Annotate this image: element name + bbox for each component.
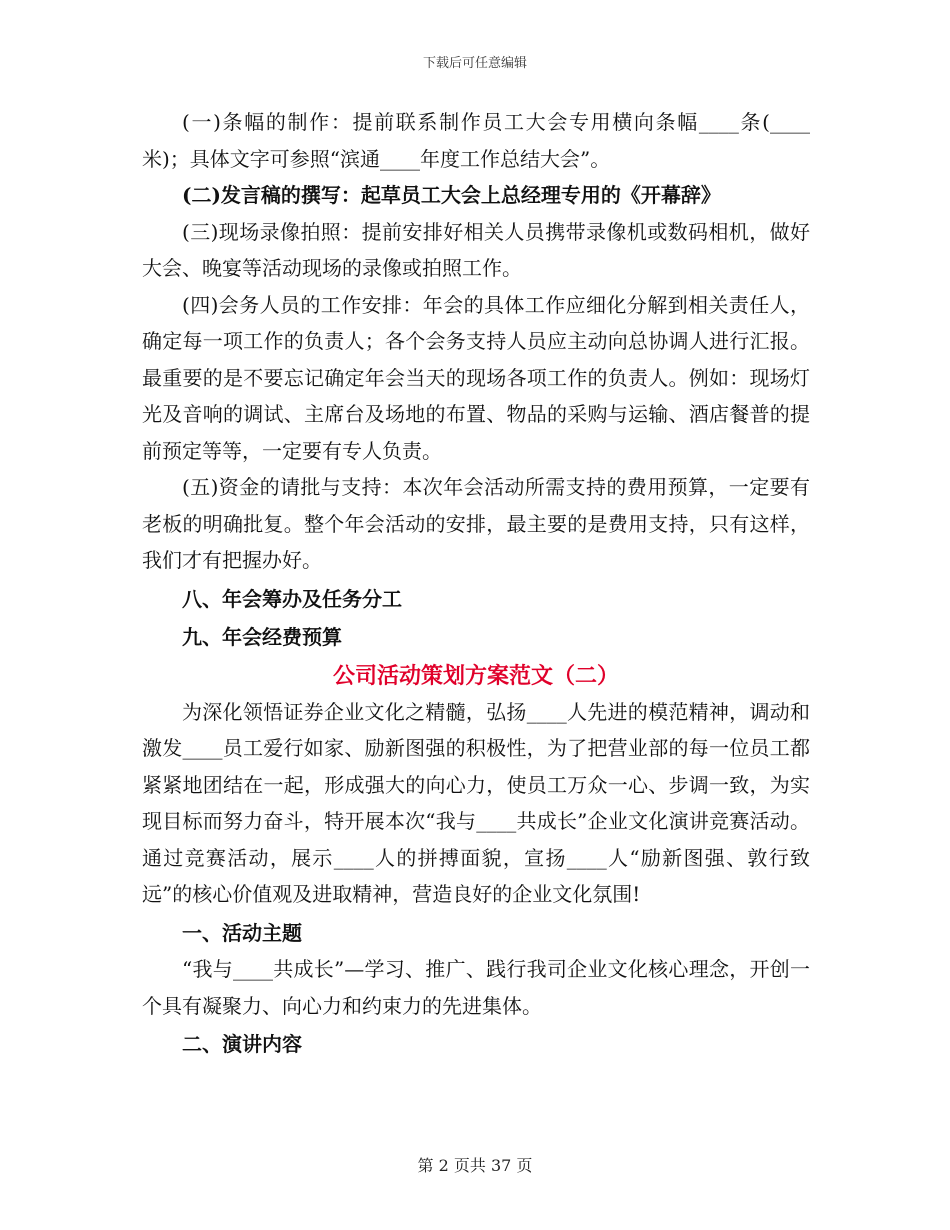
paragraph-intro: 为深化领悟证券企业文化之精髓，弘扬____人先进的模范精神，调动和激发____员工爱行如家、励新图强的积极性，为了把营业部的每一位员工都紧紧地团结在一起，形成强大的向心力，使员工万众一心、步调一致，为实现目标而努力奋斗，特开展本次“我与____共成长”企业文化演讲竞赛活动。通过竞赛活动，展示____人的拼搏面貌，宣扬____人“励新图强、敦行致远”的核心价值观及进取精神，营造良好的企业文化氛围! — [142, 699, 810, 906]
paragraph-staff: (四)会务人员的工作安排：年会的具体工作应细化分解到相关责任人，确定每一项工作的负责人；各个会务支持人员应主动向总协调人进行汇报。最重要的是不要忘记确定年会当天的现场各项工作的负责人。例如：现场灯光及音响的调试、主席台及场地的布置、物品的采购与运输、酒店餐普的提前预定等等，一定要有专人负责。 — [142, 292, 810, 463]
paragraph-theme: “我与____共成长”—学习、推广、践行我司企业文化核心理念，开创一个具有凝聚力、向心力和约束力的先进集体。 — [142, 957, 810, 1018]
document-body — [142, 104, 810, 1063]
paragraph-speech: (二)发言稿的撰写：起草员工大会上总经理专用的《开幕辞》 — [182, 183, 721, 207]
paragraph-recording: (三)现场录像拍照：提前安排好相关人员携带录像机或数码相机，做好大会、晚宴等活动现场的录像或拍照工作。 — [142, 219, 810, 280]
document-title: 公司活动策划方案范文（二） — [332, 662, 619, 689]
page-header: 下载后可任意编辑 — [422, 56, 527, 71]
heading-section-2: 二、演讲内容 — [182, 1032, 302, 1056]
heading-section-9: 九、年会经费预算 — [182, 625, 342, 649]
paragraph-funding: (五)资金的请批与支持：本次年会活动所需支持的费用预算，一定要有老板的明确批复。整个年会活动的安排，最主要的是费用支持，只有这样，我们才有把握办好。 — [142, 475, 810, 572]
paragraph-banner: (一)条幅的制作：提前联系制作员工大会专用横向条幅____条(____米)；具体文字可参照“滨通____年度工作总结大会”。 — [142, 110, 810, 171]
heading-section-1: 一、活动主题 — [182, 920, 302, 945]
heading-section-8: 八、年会筹办及任务分工 — [182, 586, 402, 611]
page-footer: 第 2 页共 37 页 — [417, 1156, 533, 1175]
